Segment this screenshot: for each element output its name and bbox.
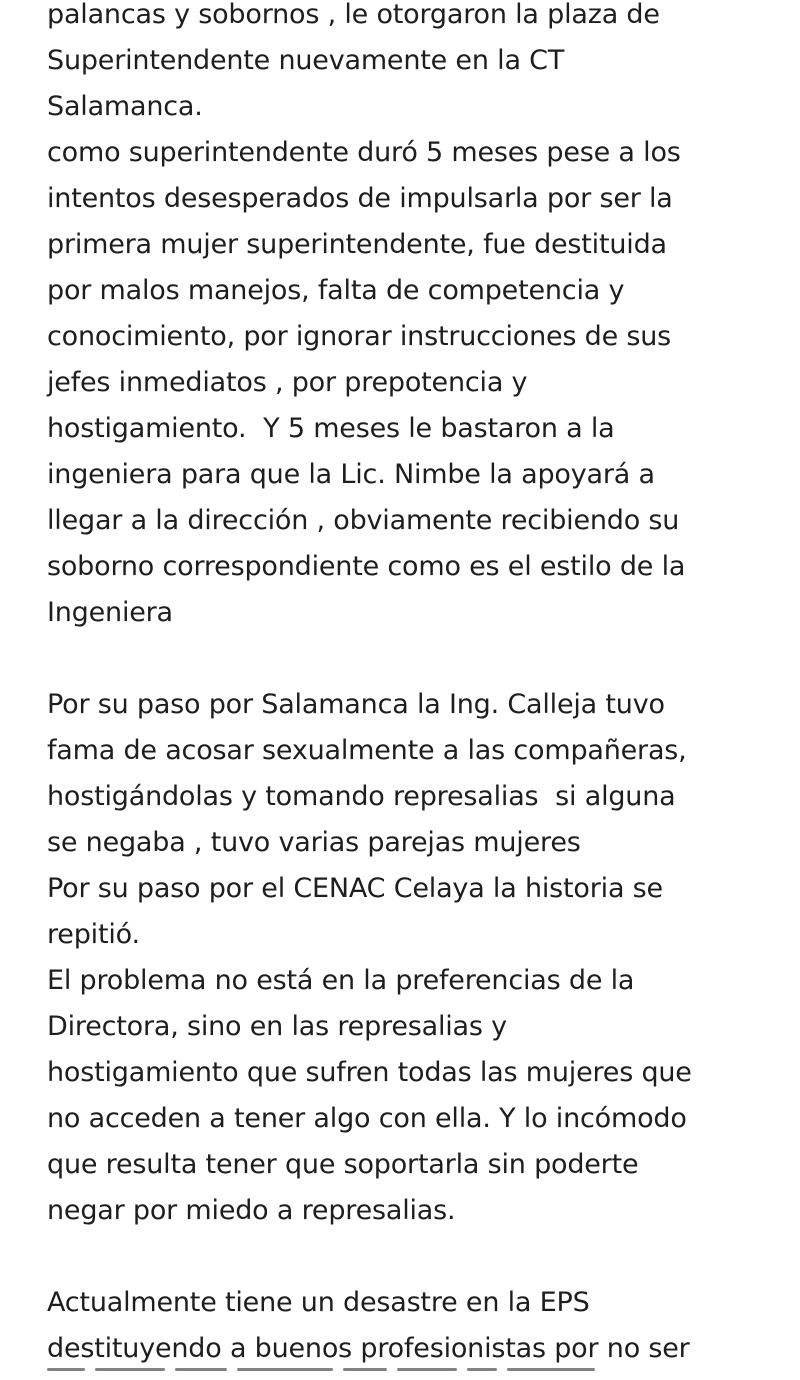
paragraph-gap bbox=[47, 1234, 792, 1280]
text-line: intentos desesperados de impulsarla por ser la bbox=[47, 183, 673, 214]
text-line: destituyendo a buenos profesionistas por no ser bbox=[47, 1333, 690, 1364]
cut-off-text-line bbox=[47, 1368, 747, 1380]
text-line: El problema no está en la preferencias de la bbox=[47, 965, 635, 996]
text-line: no acceden a tener algo con ella. Y lo incómodo bbox=[47, 1103, 687, 1134]
text-line: negar por miedo a represalias. bbox=[47, 1195, 456, 1226]
text-line: llegar a la dirección , obviamente recibiendo su bbox=[47, 505, 680, 536]
text-line: Directora, sino en las represalias y bbox=[47, 1011, 507, 1042]
text-line: Actualmente tiene un desastre en la EPS bbox=[47, 1287, 590, 1318]
text-line: palancas y sobornos , le otorgaron la plaza de bbox=[47, 0, 660, 30]
paragraph-gap bbox=[47, 636, 792, 682]
paragraph-2 bbox=[47, 682, 792, 1234]
text-line: ingeniera para que la Lic. Nimbe la apoyará a bbox=[47, 459, 655, 490]
text-line: Por su paso por Salamanca la Ing. Calleja tuvo bbox=[47, 689, 665, 720]
text-line: soborno correspondiente como es el estilo de la bbox=[47, 551, 686, 582]
text-line: se negaba , tuvo varias parejas mujeres bbox=[47, 827, 581, 858]
document-text bbox=[47, 0, 792, 1372]
text-line: fama de acosar sexualmente a las compañeras, bbox=[47, 735, 687, 766]
text-line: Salamanca. bbox=[47, 91, 203, 122]
text-line: jefes inmediatos , por prepotencia y bbox=[47, 367, 528, 398]
text-line: conocimiento, por ignorar instrucciones de sus bbox=[47, 321, 672, 352]
text-line: Ingeniera bbox=[47, 597, 173, 628]
paragraph-1 bbox=[47, 0, 792, 636]
text-line: Superintendente nuevamente en la CT bbox=[47, 45, 565, 76]
text-line: hostigamiento que sufren todas las mujeres que bbox=[47, 1057, 692, 1088]
text-line: como superintendente duró 5 meses pese a los bbox=[47, 137, 681, 168]
text-line: hostigándolas y tomando represalias si alguna bbox=[47, 781, 676, 812]
text-line: primera mujer superintendente, fue destituida bbox=[47, 229, 667, 260]
text-line: hostigamiento. Y 5 meses le bastaron a la bbox=[47, 413, 615, 444]
paragraph-3 bbox=[47, 1280, 792, 1372]
text-line: Por su paso por el CENAC Celaya la historia se bbox=[47, 873, 663, 904]
text-line: repitió. bbox=[47, 919, 140, 950]
text-line: por malos manejos, falta de competencia y bbox=[47, 275, 625, 306]
text-line: que resulta tener que soportarla sin poderte bbox=[47, 1149, 639, 1180]
